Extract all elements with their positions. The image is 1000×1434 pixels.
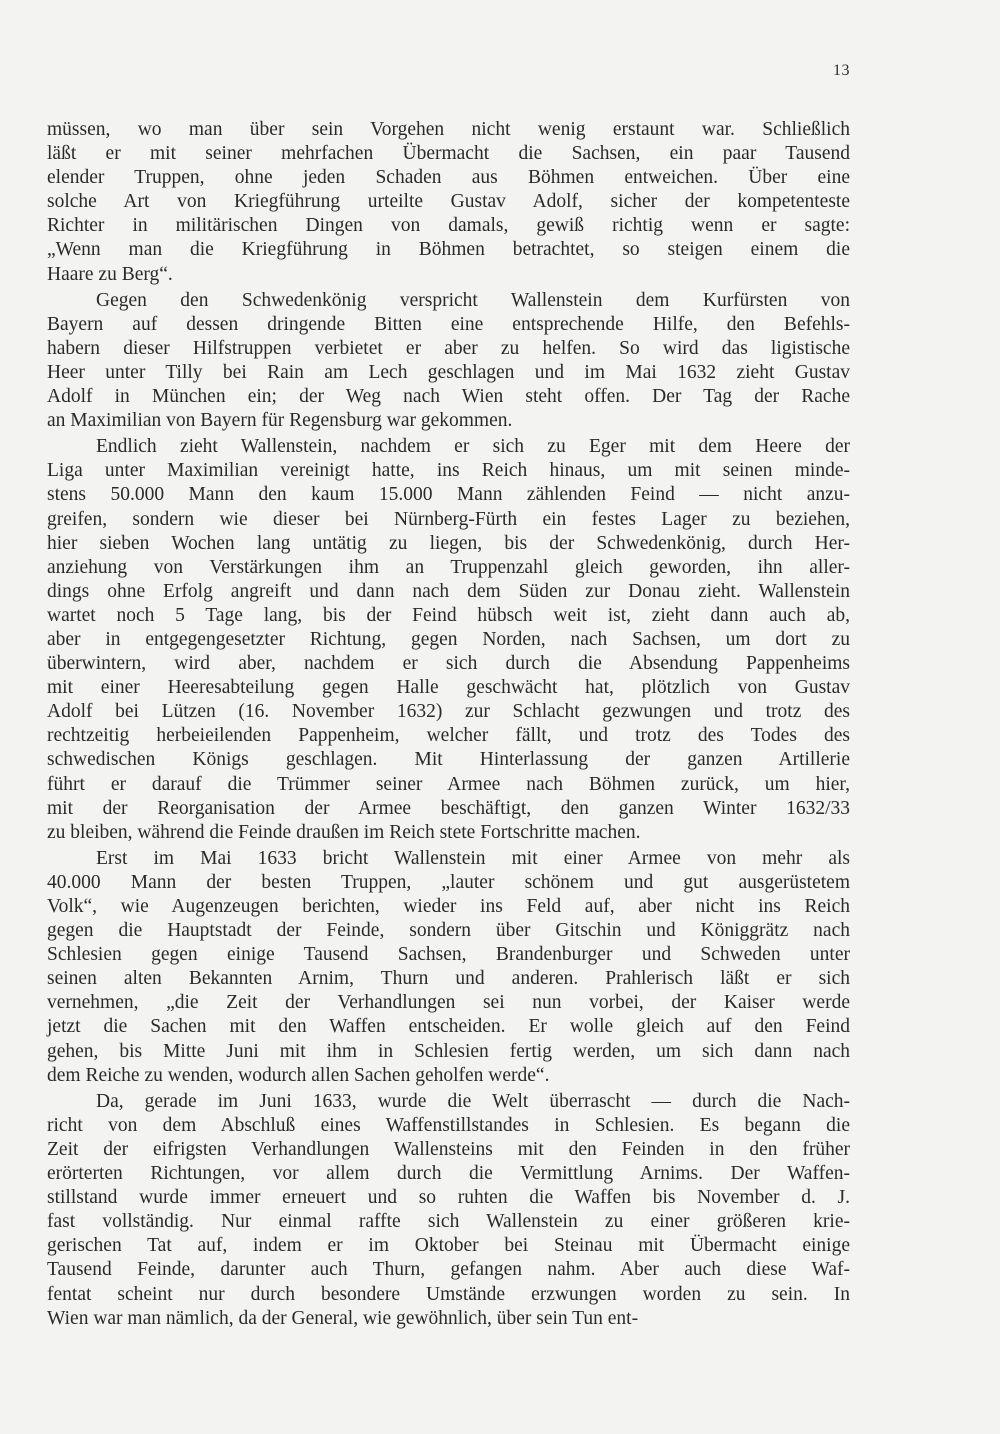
text-line: vernehmen, „die Zeit der Verhandlungen sei nun vorbei, der Kaiser werde [47,992,850,1014]
text-line: Da, gerade im Juni 1633, wurde die Welt überrascht — durch die Nach- [96,1090,850,1112]
text-line: 40.000 Mann der besten Truppen, „lauter schönem und gut ausgerüstetem [47,871,850,893]
text-line: an Maximilian von Bayern für Regensburg war gekommen. [47,410,513,432]
paragraph [47,1090,850,1331]
text-line: greifen, sondern wie dieser bei Nürnberg-Fürth ein festes Lager zu beziehen, [47,508,850,530]
text-line: dings ohne Erfolg angreift und dann nach dem Süden zur Donau zieht. Wallenstein [47,580,850,602]
paragraph [47,289,850,434]
text-line: seinen alten Bekannten Arnim, Thurn und anderen. Prahlerisch läßt er sich [47,968,850,990]
text-line: Zeit der eifrigsten Verhandlungen Wallensteins mit den Feinden in den früher [47,1138,850,1160]
text-line: zu bleiben, während die Feinde draußen im Reich stete Fortschritte machen. [47,821,641,843]
text-line: aber in entgegengesetzter Richtung, gegen Norden, nach Sachsen, um dort zu [47,628,850,650]
text-line: gerischen Tat auf, indem er im Oktober bei Steinau mit Übermacht einige [47,1235,850,1257]
text-line: Gegen den Schwedenkönig verspricht Wallenstein dem Kurfürsten von [96,289,850,311]
body-text [47,118,850,1331]
text-line: rechtzeitig herbeieilenden Pappenheim, welcher fällt, und trotz des Todes des [47,725,850,747]
text-line: Richter in militärischen Dingen von damals, gewiß richtig wenn er sagte: [47,215,850,237]
text-line: dem Reiche zu wenden, wodurch allen Sachen geholfen werde“. [47,1064,550,1086]
text-line: gehen, bis Mitte Juni mit ihm in Schlesien fertig werden, um sich dann nach [47,1040,850,1062]
text-line: fast vollständig. Nur einmal raffte sich Wallenstein zu einer größeren krie- [47,1211,850,1233]
text-line: Adolf in München ein; der Weg nach Wien steht offen. Der Tag der Rache [47,386,850,408]
text-line: jetzt die Sachen mit den Waffen entscheiden. Er wolle gleich auf den Feind [47,1016,850,1038]
text-line: „Wenn man die Kriegführung in Böhmen betrachtet, so steigen einem die [47,239,850,261]
text-line: fentat scheint nur durch besondere Umstände erzwungen worden zu sein. In [47,1283,850,1305]
text-line: gegen die Hauptstadt der Feinde, sondern über Gitschin und Königgrätz nach [47,920,850,942]
text-line: anziehung von Verstärkungen ihm an Truppenzahl gleich geworden, ihn aller- [47,556,850,578]
text-line: solche Art von Kriegführung urteilte Gustav Adolf, sicher der kompetenteste [47,191,850,213]
text-line: stens 50.000 Mann den kaum 15.000 Mann zählenden Feind — nicht anzu- [47,484,850,506]
text-line: mit einer Heeresabteilung gegen Halle geschwächt hat, plötzlich von Gustav [47,677,850,699]
paragraph [47,847,850,1088]
text-line: Adolf bei Lützen (16. November 1632) zur Schlacht gezwungen und trotz des [47,701,850,723]
text-line: Erst im Mai 1633 bricht Wallenstein mit einer Armee von mehr als [96,847,850,869]
text-line: richt von dem Abschluß eines Waffenstillstandes in Schlesien. Es begann die [47,1114,850,1136]
paragraph [47,118,850,287]
text-line: Wien war man nämlich, da der General, wie gewöhnlich, über sein Tun ent- [47,1307,639,1329]
text-line: überwintern, wird aber, nachdem er sich durch die Absendung Pappenheims [47,653,850,675]
text-line: wartet noch 5 Tage lang, bis der Feind hübsch weit ist, zieht dann auch ab, [47,604,850,626]
text-line: schwedischen Königs geschlagen. Mit Hinterlassung der ganzen Artillerie [47,749,850,771]
text-line: läßt er mit seiner mehrfachen Übermacht die Sachsen, ein paar Tausend [47,143,850,165]
text-line: Heer unter Tilly bei Rain am Lech geschlagen und im Mai 1632 zieht Gustav [47,361,850,383]
text-line: Bayern auf dessen dringende Bitten eine entsprechende Hilfe, den Befehls- [47,313,850,335]
page-number: 13 [833,62,850,79]
text-line: Tausend Feinde, darunter auch Thurn, gefangen nahm. Aber auch diese Waf- [47,1259,850,1281]
text-line: erörterten Richtungen, vor allem durch die Vermittlung Arnims. Der Waffen- [47,1163,850,1185]
text-line: Endlich zieht Wallenstein, nachdem er sich zu Eger mit dem Heere der [96,436,850,458]
text-line: habern dieser Hilfstruppen verbietet er aber zu helfen. So wird das ligistische [47,337,850,359]
text-line: Liga unter Maximilian vereinigt hatte, ins Reich hinaus, um mit seinen minde- [47,460,850,482]
text-line: Schlesien gegen einige Tausend Sachsen, Brandenburger und Schweden unter [47,944,850,966]
paragraph [47,435,850,845]
text-line: stillstand wurde immer erneuert und so ruhten die Waffen bis November d. J. [47,1187,850,1209]
text-line: Haare zu Berg“. [47,263,173,285]
text-line: mit der Reorganisation der Armee beschäftigt, den ganzen Winter 1632/33 [47,797,850,819]
text-line: elender Truppen, ohne jeden Schaden aus Böhmen entweichen. Über eine [47,167,850,189]
text-line: Volk“, wie Augenzeugen berichten, wieder ins Feld auf, aber nicht ins Reich [47,896,850,917]
text-line: hier sieben Wochen lang untätig zu liegen, bis der Schwedenkönig, durch Her- [47,532,850,554]
text-line: müssen, wo man über sein Vorgehen nicht wenig erstaunt war. Schließlich [47,119,850,140]
text-line: führt er darauf die Trümmer seiner Armee nach Böhmen zurück, um hier, [47,773,850,795]
